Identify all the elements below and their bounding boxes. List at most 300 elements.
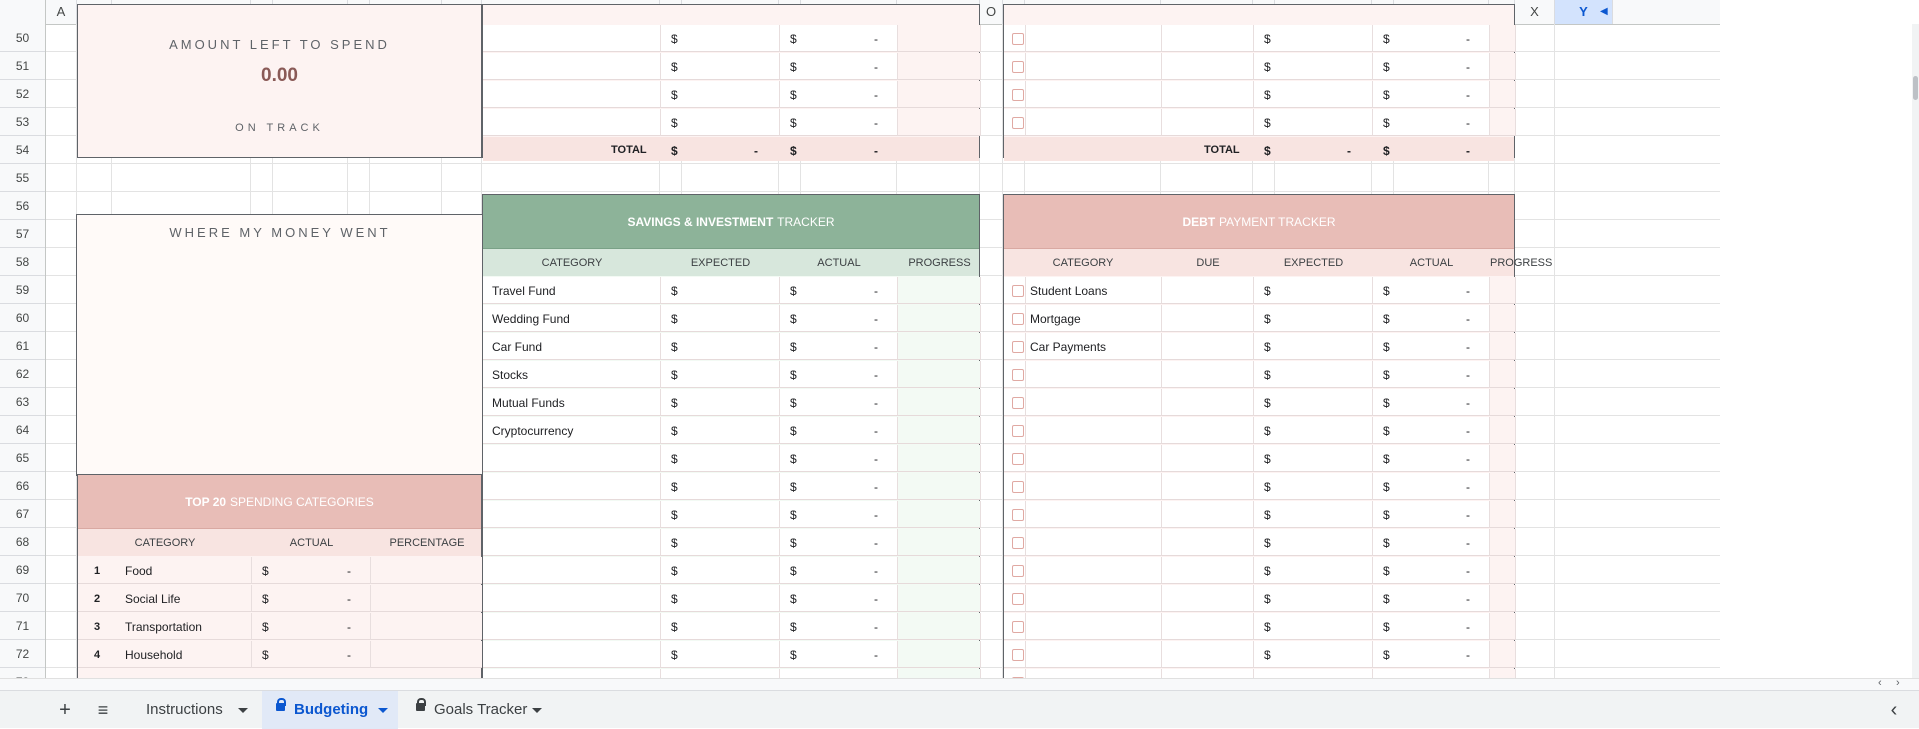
dash-value: -: [1466, 452, 1470, 466]
debt-title: [1004, 213, 1514, 229]
table-cell[interactable]: [1490, 473, 1516, 500]
table-cell[interactable]: [1162, 305, 1254, 332]
table-cell[interactable]: [1026, 473, 1162, 500]
paid-checkbox[interactable]: [1012, 313, 1024, 325]
table-cell[interactable]: [1373, 445, 1490, 472]
table-cell[interactable]: [252, 585, 371, 612]
chevron-down-icon[interactable]: [532, 708, 542, 713]
row-header-52[interactable]: 52: [0, 80, 45, 108]
table-cell[interactable]: [1162, 361, 1254, 388]
table-cell[interactable]: [661, 585, 780, 612]
table-cell[interactable]: [483, 529, 661, 556]
table-cell[interactable]: [483, 585, 661, 612]
table-cell[interactable]: [252, 613, 371, 640]
top20-row-name: Transportation: [125, 620, 202, 634]
table-cell[interactable]: [661, 53, 780, 80]
table-cell[interactable]: [483, 501, 661, 528]
table-cell[interactable]: [1026, 445, 1162, 472]
table-cell[interactable]: [1254, 81, 1373, 108]
table-cell[interactable]: [1162, 109, 1254, 136]
table-cell[interactable]: [661, 641, 780, 668]
currency-symbol: $: [671, 592, 678, 606]
currency-symbol: $: [1264, 340, 1271, 354]
sheet-tab-label: Budgeting: [294, 701, 369, 718]
table-cell[interactable]: [1254, 501, 1373, 528]
table-cell[interactable]: [661, 529, 780, 556]
table-cell[interactable]: [1254, 305, 1373, 332]
table-cell[interactable]: [483, 473, 661, 500]
table-cell[interactable]: [780, 557, 898, 584]
currency-symbol: $: [1264, 480, 1271, 494]
table-cell[interactable]: [898, 333, 981, 360]
table-cell[interactable]: [1373, 333, 1490, 360]
table-cell[interactable]: [1254, 641, 1373, 668]
currency-symbol: $: [1383, 396, 1390, 410]
table-cell[interactable]: [661, 109, 780, 136]
table-cell[interactable]: [1254, 529, 1373, 556]
table-cell[interactable]: [780, 417, 898, 444]
table-cell[interactable]: [1373, 53, 1490, 80]
table-cell[interactable]: [1162, 81, 1254, 108]
table-cell[interactable]: [898, 361, 981, 388]
table-cell[interactable]: [1490, 501, 1516, 528]
table-cell[interactable]: [780, 389, 898, 416]
table-cell[interactable]: [1254, 53, 1373, 80]
chevron-down-icon[interactable]: [238, 708, 248, 713]
table-cell[interactable]: [1162, 501, 1254, 528]
column-header-a[interactable]: A: [46, 0, 77, 24]
row-header-67[interactable]: 67: [0, 500, 45, 528]
dash-value: -: [1466, 480, 1470, 494]
dash-value: -: [1466, 144, 1470, 158]
table-cell[interactable]: [780, 445, 898, 472]
grid-row-line: [46, 163, 1720, 164]
paid-checkbox[interactable]: [1012, 285, 1024, 297]
paid-checkbox[interactable]: [1012, 565, 1024, 577]
table-cell[interactable]: [1026, 529, 1162, 556]
dash-value: -: [874, 508, 878, 522]
currency-symbol: $: [1383, 592, 1390, 606]
table-cell[interactable]: [1162, 585, 1254, 612]
top20-row-num: 2: [94, 593, 101, 605]
select-all-corner[interactable]: [0, 0, 46, 24]
table-cell[interactable]: [1162, 333, 1254, 360]
table-cell[interactable]: [1490, 277, 1516, 304]
dash-value: -: [1466, 424, 1470, 438]
row-header-64[interactable]: 64: [0, 416, 45, 444]
table-cell[interactable]: [780, 53, 898, 80]
table-cell[interactable]: [1162, 641, 1254, 668]
amount-left-label: AMOUNT LEFT TO SPEND: [169, 37, 390, 52]
currency-symbol: $: [262, 620, 269, 634]
table-cell[interactable]: [1373, 389, 1490, 416]
paid-checkbox[interactable]: [1012, 369, 1024, 381]
table-cell[interactable]: [483, 445, 661, 472]
table-cell[interactable]: [1254, 333, 1373, 360]
savings-header-category: CATEGORY: [541, 257, 603, 269]
table-cell[interactable]: [1026, 417, 1162, 444]
table-cell[interactable]: [78, 557, 252, 584]
chevron-left-icon: ‹: [1890, 699, 1898, 721]
table-cell[interactable]: [898, 501, 981, 528]
table-cell[interactable]: [780, 81, 898, 108]
table-cell[interactable]: [1373, 641, 1490, 668]
savings-category: Stocks: [492, 368, 529, 382]
table-cell[interactable]: [898, 641, 981, 668]
table-cell[interactable]: [780, 585, 898, 612]
table-cell[interactable]: [1254, 445, 1373, 472]
table-cell[interactable]: [1026, 613, 1162, 640]
table-cell[interactable]: [1373, 417, 1490, 444]
table-cell[interactable]: [1254, 25, 1373, 52]
paid-checkbox[interactable]: [1012, 453, 1024, 465]
table-cell[interactable]: [1490, 109, 1516, 136]
currency-symbol: $: [790, 452, 797, 466]
paid-checkbox[interactable]: [1012, 509, 1024, 521]
table-cell[interactable]: [483, 613, 661, 640]
sheet-tab-budgeting[interactable]: [262, 691, 398, 729]
table-cell[interactable]: [1162, 53, 1254, 80]
table-cell[interactable]: [780, 641, 898, 668]
row-header-68[interactable]: 68: [0, 528, 45, 556]
paid-checkbox[interactable]: [1012, 33, 1024, 45]
row-header-63[interactable]: 63: [0, 388, 45, 416]
table-cell[interactable]: [780, 613, 898, 640]
table-cell[interactable]: [898, 81, 981, 108]
table-cell[interactable]: [1490, 529, 1516, 556]
table-cell[interactable]: [1162, 557, 1254, 584]
table-cell[interactable]: [1026, 389, 1162, 416]
table-cell[interactable]: [1373, 473, 1490, 500]
scroll-right-icon[interactable]: ›: [1896, 677, 1900, 689]
row-header-65[interactable]: 65: [0, 444, 45, 472]
table-cell[interactable]: [780, 109, 898, 136]
table-cell[interactable]: [661, 445, 780, 472]
currency-symbol: $: [671, 368, 678, 382]
table-cell[interactable]: [898, 417, 981, 444]
row-header-54[interactable]: 54: [0, 136, 45, 164]
table-cell[interactable]: [1026, 25, 1162, 52]
table-cell[interactable]: [661, 25, 780, 52]
column-header-y[interactable]: Y: [1555, 0, 1613, 24]
debt-category: Student Loans: [1030, 284, 1108, 298]
table-cell[interactable]: [898, 585, 981, 612]
table-cell[interactable]: [1254, 361, 1373, 388]
debt-header-expected: EXPECTED: [1283, 257, 1344, 269]
row-header-57[interactable]: 57: [0, 220, 45, 248]
savings-title-rest: TRACKER: [777, 215, 835, 229]
table-cell[interactable]: [780, 277, 898, 304]
table-cell[interactable]: [1373, 277, 1490, 304]
currency-symbol: $: [790, 396, 797, 410]
savings-title: [483, 213, 979, 229]
currency-symbol: $: [790, 368, 797, 382]
table-cell[interactable]: [483, 81, 661, 108]
currency-symbol: $: [671, 144, 678, 158]
table-cell[interactable]: [898, 389, 981, 416]
table-cell[interactable]: [1026, 109, 1162, 136]
table-cell[interactable]: [898, 557, 981, 584]
table-cell[interactable]: [1026, 557, 1162, 584]
dash-value: -: [1466, 284, 1470, 298]
dash-value: -: [874, 60, 878, 74]
table-cell[interactable]: [780, 501, 898, 528]
currency-symbol: $: [671, 284, 678, 298]
currency-symbol: $: [1383, 508, 1390, 522]
table-cell[interactable]: [252, 557, 371, 584]
currency-symbol: $: [1264, 452, 1271, 466]
table-cell[interactable]: [1254, 417, 1373, 444]
table-cell[interactable]: [371, 613, 483, 640]
table-cell[interactable]: [898, 109, 981, 136]
table-cell[interactable]: [1254, 109, 1373, 136]
currency-symbol: $: [1264, 564, 1271, 578]
dash-value: -: [347, 620, 351, 634]
currency-symbol: $: [671, 452, 678, 466]
row-header-61[interactable]: 61: [0, 332, 45, 360]
table-cell[interactable]: [780, 305, 898, 332]
table-cell[interactable]: [661, 501, 780, 528]
table-cell[interactable]: [661, 277, 780, 304]
top20-row-num: 3: [94, 621, 101, 633]
table-cell[interactable]: [1490, 445, 1516, 472]
dash-value: -: [1466, 396, 1470, 410]
table-cell[interactable]: [1490, 641, 1516, 668]
cell-area[interactable]: [46, 24, 1720, 690]
table-cell[interactable]: [483, 109, 661, 136]
dash-value: -: [874, 536, 878, 550]
column-menu-icon[interactable]: ◀: [1600, 6, 1608, 17]
table-cell[interactable]: [780, 529, 898, 556]
dash-value: -: [874, 340, 878, 354]
chevron-down-icon[interactable]: [378, 708, 388, 713]
table-cell[interactable]: [780, 361, 898, 388]
currency-symbol: $: [790, 60, 797, 74]
table-cell[interactable]: [1162, 417, 1254, 444]
column-header-o[interactable]: O: [980, 0, 1003, 24]
table-cell[interactable]: [1162, 25, 1254, 52]
dash-value: -: [1466, 116, 1470, 130]
paid-checkbox[interactable]: [1012, 61, 1024, 73]
side-panel-toggle[interactable]: [1882, 691, 1906, 729]
table-cell[interactable]: [1490, 417, 1516, 444]
table-cell[interactable]: [1162, 389, 1254, 416]
table-cell[interactable]: [898, 305, 981, 332]
paid-checkbox[interactable]: [1012, 649, 1024, 661]
paid-checkbox[interactable]: [1012, 341, 1024, 353]
table-cell[interactable]: [483, 557, 661, 584]
table-cell[interactable]: [1254, 277, 1373, 304]
table-cell[interactable]: [898, 445, 981, 472]
paid-checkbox[interactable]: [1012, 481, 1024, 493]
currency-symbol: $: [1264, 88, 1271, 102]
horizontal-scrollbar[interactable]: [0, 678, 1919, 690]
table-cell[interactable]: [1162, 613, 1254, 640]
currency-symbol: $: [1383, 312, 1390, 326]
table-cell[interactable]: [1373, 25, 1490, 52]
vertical-scroll-thumb[interactable]: [1913, 76, 1918, 100]
row-header-72[interactable]: 72: [0, 640, 45, 668]
paid-checkbox[interactable]: [1012, 537, 1024, 549]
row-header-71[interactable]: 71: [0, 612, 45, 640]
currency-symbol: $: [1383, 648, 1390, 662]
currency-symbol: $: [790, 340, 797, 354]
table-cell[interactable]: [1373, 81, 1490, 108]
table-cell[interactable]: [1373, 529, 1490, 556]
table-cell[interactable]: [1254, 557, 1373, 584]
table-cell[interactable]: [371, 641, 483, 668]
table-cell[interactable]: [661, 305, 780, 332]
row-header-53[interactable]: 53: [0, 108, 45, 136]
sheet-tab-bar: [0, 690, 1919, 728]
row-header-66[interactable]: 66: [0, 472, 45, 500]
dash-value: -: [874, 648, 878, 662]
paid-checkbox[interactable]: [1012, 397, 1024, 409]
currency-symbol: $: [1264, 648, 1271, 662]
paid-checkbox[interactable]: [1012, 425, 1024, 437]
table-cell[interactable]: [898, 25, 981, 52]
table-cell[interactable]: [780, 25, 898, 52]
sheet-tab-label: Instructions: [146, 701, 223, 718]
table-cell[interactable]: [1373, 501, 1490, 528]
table-cell[interactable]: [483, 641, 661, 668]
debt-header-due: DUE: [1196, 257, 1220, 269]
currency-symbol: $: [1264, 396, 1271, 410]
top20-row-num: 1: [94, 565, 101, 577]
table-cell[interactable]: [1373, 305, 1490, 332]
table-cell[interactable]: [1162, 277, 1254, 304]
row-header-51[interactable]: 51: [0, 52, 45, 80]
currency-symbol: $: [671, 340, 678, 354]
dash-value: -: [1466, 60, 1470, 74]
table-cell[interactable]: [661, 361, 780, 388]
row-header-55[interactable]: 55: [0, 164, 45, 192]
table-cell[interactable]: [1490, 81, 1516, 108]
table-cell[interactable]: [661, 81, 780, 108]
currency-symbol: $: [671, 536, 678, 550]
table-cell[interactable]: [1254, 613, 1373, 640]
table-cell[interactable]: [1490, 557, 1516, 584]
row-header-62[interactable]: 62: [0, 360, 45, 388]
vertical-scrollbar[interactable]: [1912, 24, 1919, 690]
currency-symbol: $: [671, 60, 678, 74]
top20-title-bold: TOP 20: [185, 495, 227, 509]
row-header-58[interactable]: 58: [0, 248, 45, 276]
currency-symbol: $: [1383, 368, 1390, 382]
table-cell[interactable]: [1373, 361, 1490, 388]
debt-title-rest: PAYMENT TRACKER: [1219, 215, 1336, 229]
row-header-60[interactable]: 60: [0, 304, 45, 332]
currency-symbol: $: [790, 564, 797, 578]
table-cell[interactable]: [1490, 361, 1516, 388]
table-cell[interactable]: [371, 585, 483, 612]
table-cell[interactable]: [1026, 53, 1162, 80]
table-cell[interactable]: [1373, 109, 1490, 136]
table-cell[interactable]: [1026, 361, 1162, 388]
table-cell[interactable]: [1162, 473, 1254, 500]
table-cell[interactable]: [898, 473, 981, 500]
table-cell[interactable]: [1254, 389, 1373, 416]
table-cell[interactable]: [1026, 641, 1162, 668]
add-sheet-button[interactable]: [52, 691, 78, 729]
paid-checkbox[interactable]: [1012, 89, 1024, 101]
currency-symbol: $: [1264, 60, 1271, 74]
table-cell[interactable]: [661, 613, 780, 640]
paid-checkbox[interactable]: [1012, 621, 1024, 633]
table-cell[interactable]: [1490, 389, 1516, 416]
table-cell[interactable]: [1490, 25, 1516, 52]
top20-header-category: CATEGORY: [134, 537, 196, 549]
table-cell[interactable]: [661, 417, 780, 444]
row-header-69[interactable]: 69: [0, 556, 45, 584]
income-table-continuation: [482, 4, 980, 158]
currency-symbol: $: [1383, 480, 1390, 494]
paid-checkbox[interactable]: [1012, 593, 1024, 605]
table-cell[interactable]: [1026, 501, 1162, 528]
all-sheets-button[interactable]: [90, 691, 116, 729]
scroll-left-icon[interactable]: ‹: [1878, 677, 1882, 689]
sheet-tab-instructions[interactable]: [130, 691, 258, 729]
table-cell[interactable]: [661, 333, 780, 360]
table-cell[interactable]: [1490, 585, 1516, 612]
grid-col-line: [1554, 24, 1555, 690]
debt-header-actual: ACTUAL: [1409, 257, 1454, 269]
table-cell[interactable]: [898, 53, 981, 80]
currency-symbol: $: [1264, 592, 1271, 606]
where-my-money-went-panel: [76, 214, 484, 476]
table-cell[interactable]: [661, 389, 780, 416]
table-cell[interactable]: [780, 333, 898, 360]
table-cell[interactable]: [483, 53, 661, 80]
table-cell[interactable]: [1373, 585, 1490, 612]
top20-title: [78, 493, 481, 509]
table-cell[interactable]: [1373, 613, 1490, 640]
table-cell[interactable]: [898, 529, 981, 556]
table-cell[interactable]: [1490, 53, 1516, 80]
sheet-tab-goals-tracker[interactable]: [402, 691, 552, 729]
table-cell[interactable]: [483, 25, 661, 52]
row-header-56[interactable]: 56: [0, 192, 45, 220]
table-cell[interactable]: [780, 473, 898, 500]
row-header-50[interactable]: 50: [0, 24, 45, 52]
lock-shackle: [417, 698, 426, 706]
top20-panel: [77, 474, 482, 690]
table-cell[interactable]: [371, 557, 483, 584]
table-cell[interactable]: [661, 473, 780, 500]
table-cell[interactable]: [1026, 81, 1162, 108]
row-header-70[interactable]: 70: [0, 584, 45, 612]
sheet-tab-label: Goals Tracker: [434, 701, 528, 718]
table-cell[interactable]: [1026, 585, 1162, 612]
column-header-x[interactable]: X: [1515, 0, 1555, 24]
table-cell[interactable]: [1254, 473, 1373, 500]
table-cell[interactable]: [661, 557, 780, 584]
table-cell[interactable]: [252, 641, 371, 668]
table-cell[interactable]: [1373, 557, 1490, 584]
row-header-59[interactable]: 59: [0, 276, 45, 304]
currency-symbol: $: [790, 312, 797, 326]
table-cell[interactable]: [1162, 529, 1254, 556]
table-cell[interactable]: [1490, 305, 1516, 332]
table-cell[interactable]: [898, 277, 981, 304]
table-cell[interactable]: [898, 613, 981, 640]
table-cell[interactable]: [1490, 613, 1516, 640]
table-cell[interactable]: [1254, 585, 1373, 612]
paid-checkbox[interactable]: [1012, 117, 1024, 129]
table-cell[interactable]: [1490, 333, 1516, 360]
table-cell[interactable]: [1162, 445, 1254, 472]
currency-symbol: $: [671, 116, 678, 130]
